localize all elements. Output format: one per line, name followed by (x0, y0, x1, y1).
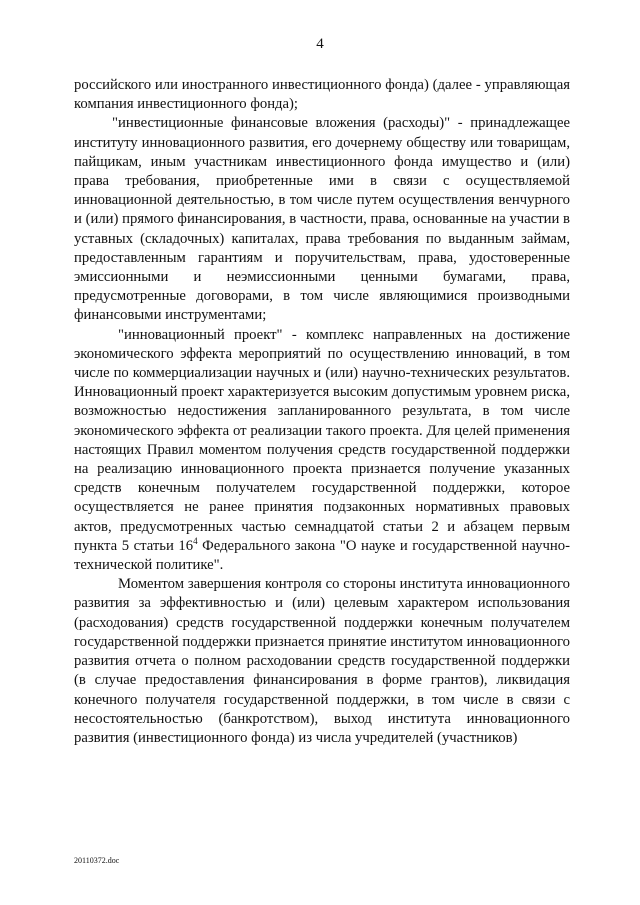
article-superscript: 4 (193, 535, 198, 546)
paragraph-continuation: российского или иностранного инвестиционного фонда) (далее - управляющая компания инвестиционного фонда); (74, 77, 570, 113)
document-body (74, 76, 570, 748)
paragraph-innovation-project-text-end: Федерального закона "О науке и государственной научно-технической политике". (74, 537, 570, 574)
paragraph-innovation-project-definition (74, 326, 570, 576)
paragraph-investment-expenses-definition: "инвестиционные финансовые вложения (расходы)" - принадлежащее институту инновационного развития, его дочернему обществу или товарищам, пайщикам, иным участникам инвестиционного фонда имущество и (или) права требования, приобретенные ими в связи с осуществляемой инновационной деятельностью, в том числе путем осуществления венчурного и (или) прямого финансирования, в частности, права, основанные на участии в уставных (складочных) капиталах, права требования по выданным займам, предоставленным гарантиям и поручительствам, права, удостоверенные эмиссионными и неэмиссионными ценными бумагами, права, предусмотренные договорами, в том числе являющимися производными финансовыми инструментами; (74, 115, 570, 324)
paragraph-control-completion: Моментом завершения контроля со стороны института инновационного развития за эффективностью и (или) целевым характером использования (расходования) средств государственной поддержки конечным получателем государственной поддержки признается принятие институтом инновационного развития отчета о полном расходовании средств государственной поддержки (в случае предоставления финансирования в форме грантов), ликвидация конечного получателя государственной поддержки, в том числе в связи с несостоятельностью (банкротством), выход института инновационного развития (инвестиционного фонда) из числа учредителей (участников) (74, 576, 570, 746)
page-number: 4 (316, 36, 324, 52)
paragraph-innovation-project-text: "инновационный проект" - комплекс направленных на достижение экономического эффекта мероприятий по осуществлению инноваций, в том числе по коммерциализации научных и (или) научно-технических результатов. Инновационный проект характеризуется высоким допустимым уровнем риска, возможностью недостижения запланированного результата, в том числе экономического эффекта от реализации такого проекта. Для целей применения настоящих Правил моментом получения средств государственной поддержки на реализацию инновационного проекта признается получение указанных средств конечным получателем государственной поддержки, которое осуществляется не ранее принятия подзаконных нормативных правовых актов, предусмотренных частью семнадцатой статьи 2 и абзацем первым пункта 5 статьи 16 (74, 326, 570, 554)
document-file-reference: 20110372.doc (74, 856, 120, 865)
